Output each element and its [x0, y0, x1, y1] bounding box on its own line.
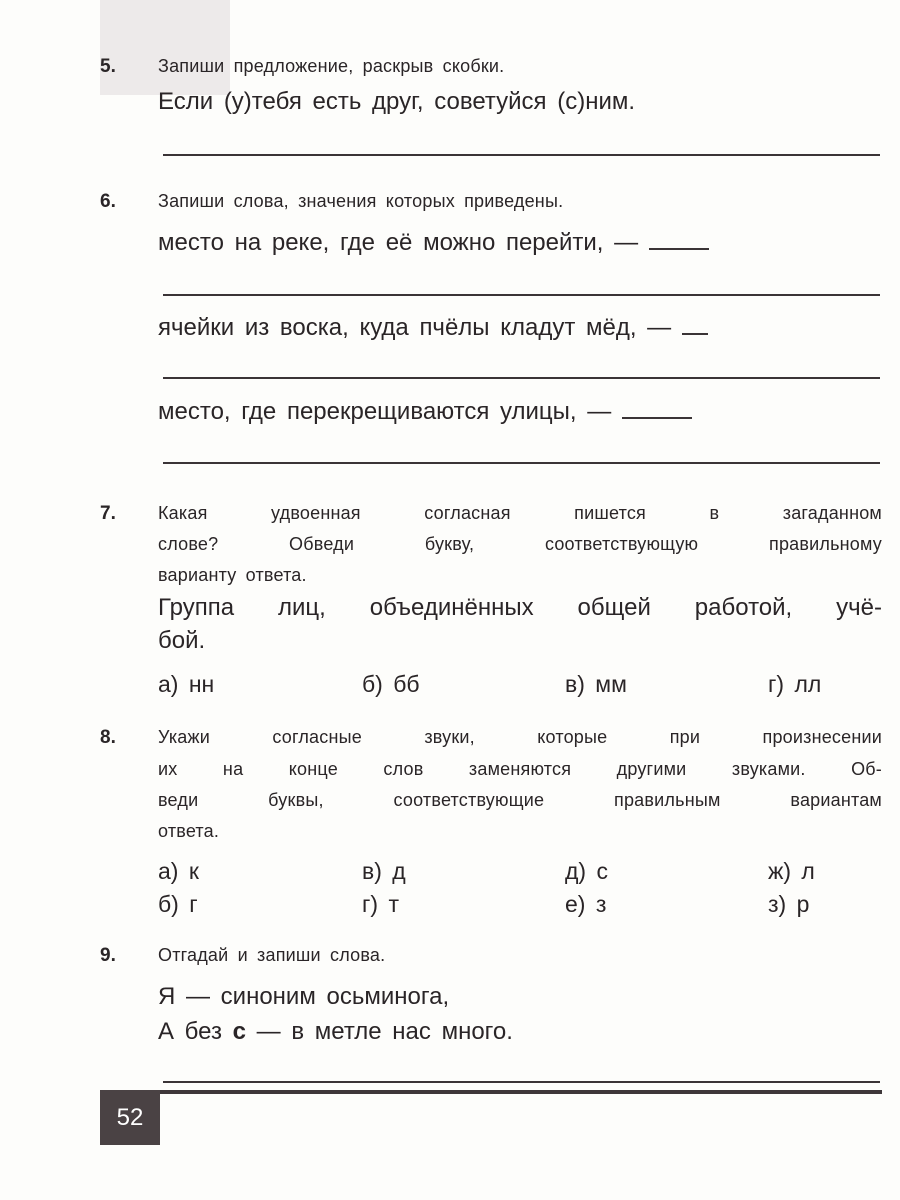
task-7-number: 7.: [100, 503, 116, 524]
task-6-item-text: ячейки из воска, куда пчёлы кладут мёд, —: [158, 314, 672, 341]
task-9-instruction: Отгадай и запиши слова.: [158, 945, 386, 965]
task-6-item: [158, 228, 709, 257]
task-6-item-text: место на реке, где её можно перейти, —: [158, 229, 639, 256]
task-8-instruction-line: веди буквы, соответствующие правильным вариантам: [158, 790, 882, 810]
task-8-option[interactable]: в) д: [362, 858, 406, 884]
task-8-option[interactable]: а) к: [158, 858, 199, 884]
task-8-instruction-line: Укажи согласные звуки, которые при произнесении: [158, 727, 882, 747]
task-5-sentence: Если (у)тебя есть друг, советуйся (с)ним.: [158, 88, 636, 115]
footer-bar: [100, 1090, 882, 1094]
answer-blank[interactable]: [649, 228, 709, 250]
task-6-item: [158, 313, 708, 342]
task-7-option[interactable]: а) нн: [158, 671, 215, 697]
answer-line[interactable]: [163, 1081, 880, 1083]
task-8-option[interactable]: д) с: [565, 858, 608, 884]
task-6-item: [158, 397, 692, 426]
task-7-riddle-line: Группа лиц, объединённых общей работой, учё-: [158, 594, 882, 621]
answer-line[interactable]: [163, 377, 880, 379]
task-6-instruction: Запиши слова, значения которых приведены.: [158, 191, 564, 211]
answer-line[interactable]: [163, 462, 880, 464]
answer-blank[interactable]: [682, 313, 708, 335]
task-5-number: 5.: [100, 56, 116, 77]
task-9-riddle-line: Я — синоним осьминога,: [158, 983, 450, 1010]
task-7-instruction-line: варианту ответа.: [158, 565, 307, 585]
task-8-option[interactable]: б) г: [158, 891, 198, 917]
task-5-instruction: Запиши предложение, раскрыв скобки.: [158, 56, 505, 76]
task-7-instruction-line: слове? Обведи букву, соответствующую правильному: [158, 534, 882, 554]
task-6-number: 6.: [100, 191, 116, 212]
task-8-option[interactable]: г) т: [362, 891, 399, 917]
task-7-option[interactable]: г) лл: [768, 671, 822, 697]
answer-line[interactable]: [163, 294, 880, 296]
task-8-instruction-line: ответа.: [158, 821, 220, 841]
answer-line[interactable]: [163, 154, 880, 156]
riddle-text: — в метле нас много.: [246, 1018, 513, 1045]
task-6-item-text: место, где перекрещиваются улицы, —: [158, 398, 612, 425]
task-7-riddle-line: бой.: [158, 627, 206, 654]
riddle-text: А без: [158, 1018, 233, 1045]
top-illustration-fragment: [100, 0, 230, 95]
task-8-option[interactable]: з) р: [768, 891, 810, 917]
task-7-option[interactable]: в) мм: [565, 671, 627, 697]
task-7-instruction-line: Какая удвоенная согласная пишется в загаданном: [158, 503, 882, 523]
task-9-riddle-line: [158, 1018, 513, 1046]
task-8-option[interactable]: ж) л: [768, 858, 815, 884]
task-8-number: 8.: [100, 727, 116, 748]
answer-blank[interactable]: [622, 397, 692, 419]
task-8-option[interactable]: е) з: [565, 891, 607, 917]
task-7-option[interactable]: б) бб: [362, 671, 420, 697]
riddle-bold-letter: с: [232, 1018, 247, 1045]
page-number: 52: [100, 1090, 160, 1145]
task-9-number: 9.: [100, 945, 116, 966]
task-8-instruction-line: их на конце слов заменяются другими звуками. Об-: [158, 759, 882, 779]
